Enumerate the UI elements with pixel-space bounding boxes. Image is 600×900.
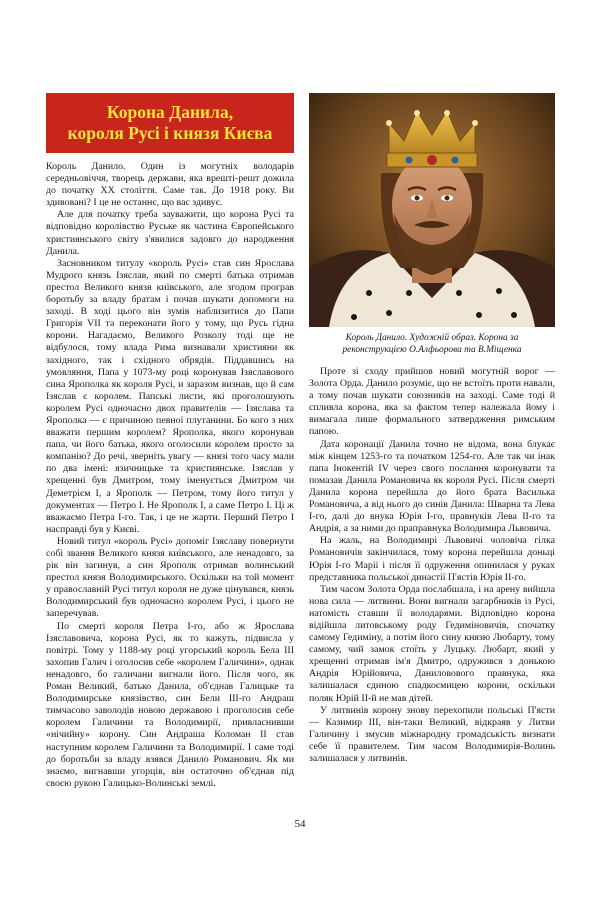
right-column — [309, 93, 555, 765]
chapter-title-line-1: Корона Данила, — [106, 102, 234, 122]
paragraph: По смерті короля Петра I-го, або ж Ярослава Ізяславовича, корона Русі, як то кажуть, підвисла у повітрі. Тому у 1188-му році угорський король Бела III захопив Галич і оголосив себе «королем Галичини», однак ненадовго, бо галичани вигнали його. Після чого, як Роман Великий, батько Данила, об'єднав Галицьке та Володимирське князівство, син Бели III-го Андраш тимчасово заволодів новою державою і проголосив себе королем Галичини та Володимирії, привласнивши «нічийну» корону. Син Андраша Коломан II став наступним королем Галичини та Володимирії. І саме тоді до боротьби за владу взявся Данило Романович. Як ми знаємо, вигнавши угорців, він остаточно об'єднав під своєю рукою Галицько-Волинські землі. — [46, 620, 294, 789]
left-column — [46, 93, 294, 790]
paragraph: У литвинів корону знову перехопили польські П'ясти — Казимир III, він-таки Великий, відкраяв у Литви Галичину і змусив міжнародну громадськість визнати себе її правителем. Тим часом Володимирія-Волинь залишалася у литвинів. — [309, 704, 555, 764]
portrait-illustration — [309, 93, 555, 327]
paragraph: Але для початку треба зауважити, що корона Русі та відповідно королівство Руське як частина Європейського християнського світу з'явилися задовго до народження Данила. — [46, 209, 294, 257]
king-danylo-portrait — [309, 93, 555, 327]
chapter-title-box — [46, 93, 294, 153]
paragraph: Проте зі сходу прийшов новий могутній ворог — Золота Орда. Данило розуміє, що не встоїть проти навали, а тому почав шукати союзників на заході. Саме тоді й спливла корона, яка за фактом тепер належала йому і вимагала лише формального затвердження римським папою. — [309, 366, 555, 438]
portrait-caption: Король Данило. Художній образ. Корона за реконструкцією О.Алфьорова та В.Міщенка — [342, 333, 522, 355]
paragraph: Новий титул «король Русі» допоміг Ізяславу повернути собі звання Великого князя київського, але ненадовго, за рік він загинув, а син Ярополк отримав волинський престол князя Володимирського. Оскільки на той момент у православній Русі титул короля не дуже цінувався, князь Володимирський був одночасно королем Русі, і цього не заперечував. — [46, 535, 294, 620]
left-column-text — [46, 161, 294, 790]
page-number: 54 — [294, 818, 306, 830]
paragraph: Тим часом Золота Орда послабшала, і на арену вийшла нова сила — литвини. Вони вигнали загарбників із Русі, натомість ставши її володарями. Відповідно корона відійшла литовському роду Гедиміновичів, спочатку самому Гедиміну, а потім його сину князю Любарту, тому самому, чий замок стоїть у Луцьку. Любарт, який у хрещенні отримав ім'я Дмитро, одружився з донькою Андрія Юрійовича, Даниловового правнука, яка залишалася єдиною спадкоємицею корони, оскільки поляк Юрій II-й не мав дітей. — [309, 583, 555, 704]
paragraph: Засновником титулу «король Русі» став син Ярослава Мудрого князь Ізяслав, який по смерті батька отримав престол Великого князя київського, але згодом програв боротьбу за владу братам і почав шукати допомоги на заході. В ході цього він зумів наблизитися до Папи Григорія VII та переконати його у тому, що Русь гідна корони. Нагадаємо, Великого Розколу тоді ще не відбулося, тому влада Рима визнавали християни як західного, так і східного обрядів. Піддавшись на умовляння, Папа у 1073-му році коронував Ізяславового сина Ярополка як короля Русі, и заразом визнав, що й сам Ізяслав є королем. Папські листи, які проголошують королем Русі одночасно двох правителів — Ізяслава та Ярополка — є причиною певної плутанини. Бо кого з них вважати першим королем? Ярополка, якого коронував папа, чи його батька, якого оголосили королем просто за компанію? До речі, зверніть увагу — князі того часу мали по два імені: язичницьке та християнське. Ізяслав у хрещенні був Дмитром, тому іменується Дмитром чи Деметрієм I, а Ярополк — Петром, тому його титул у документах — Петро I. Не Ярополк I, а саме Петро I. Ці ж вважаємо Петра I-го. Так, і це не жарти. Перший Петро I насправді був у Києві. — [46, 257, 294, 535]
paragraph: Дата коронації Данила точно не відома, вона блукає між кінцем 1253-го та початком 1254-го. Але так чи інак папа Інокентій IV через свого послання коронувати та помазав Данила Романовича як короля Русі. Після смерті Данила корона перейшла до його брата Василька Романовича, а від нього до синів Данила: Шварна та Лева I-го, далі до внука Юрія I-го, правнуків Лева II-го та Андрія, а за ними до праправнука Володимира Львовича. — [309, 438, 555, 535]
right-column-text — [309, 366, 555, 765]
paragraph: Король Данило. Один із могутніх володарів середньовіччя, творець держави, яка врешті-решт дожила до початку XX століття. Саме так. До 1918 року. Ви здивовані? І це не останнє, що вас здивує. — [46, 161, 294, 209]
paragraph: На жаль, на Володимирі Львовичі чоловіча гілка Романовичів закінчилася, тому корона перейшла доньці Юрія I-го Марії і після її одруження опинилася у руках представника польської династії П'ястів Юрія II-го. — [309, 535, 555, 583]
chapter-title-line-2: короля Русі і князя Києва — [67, 123, 273, 143]
